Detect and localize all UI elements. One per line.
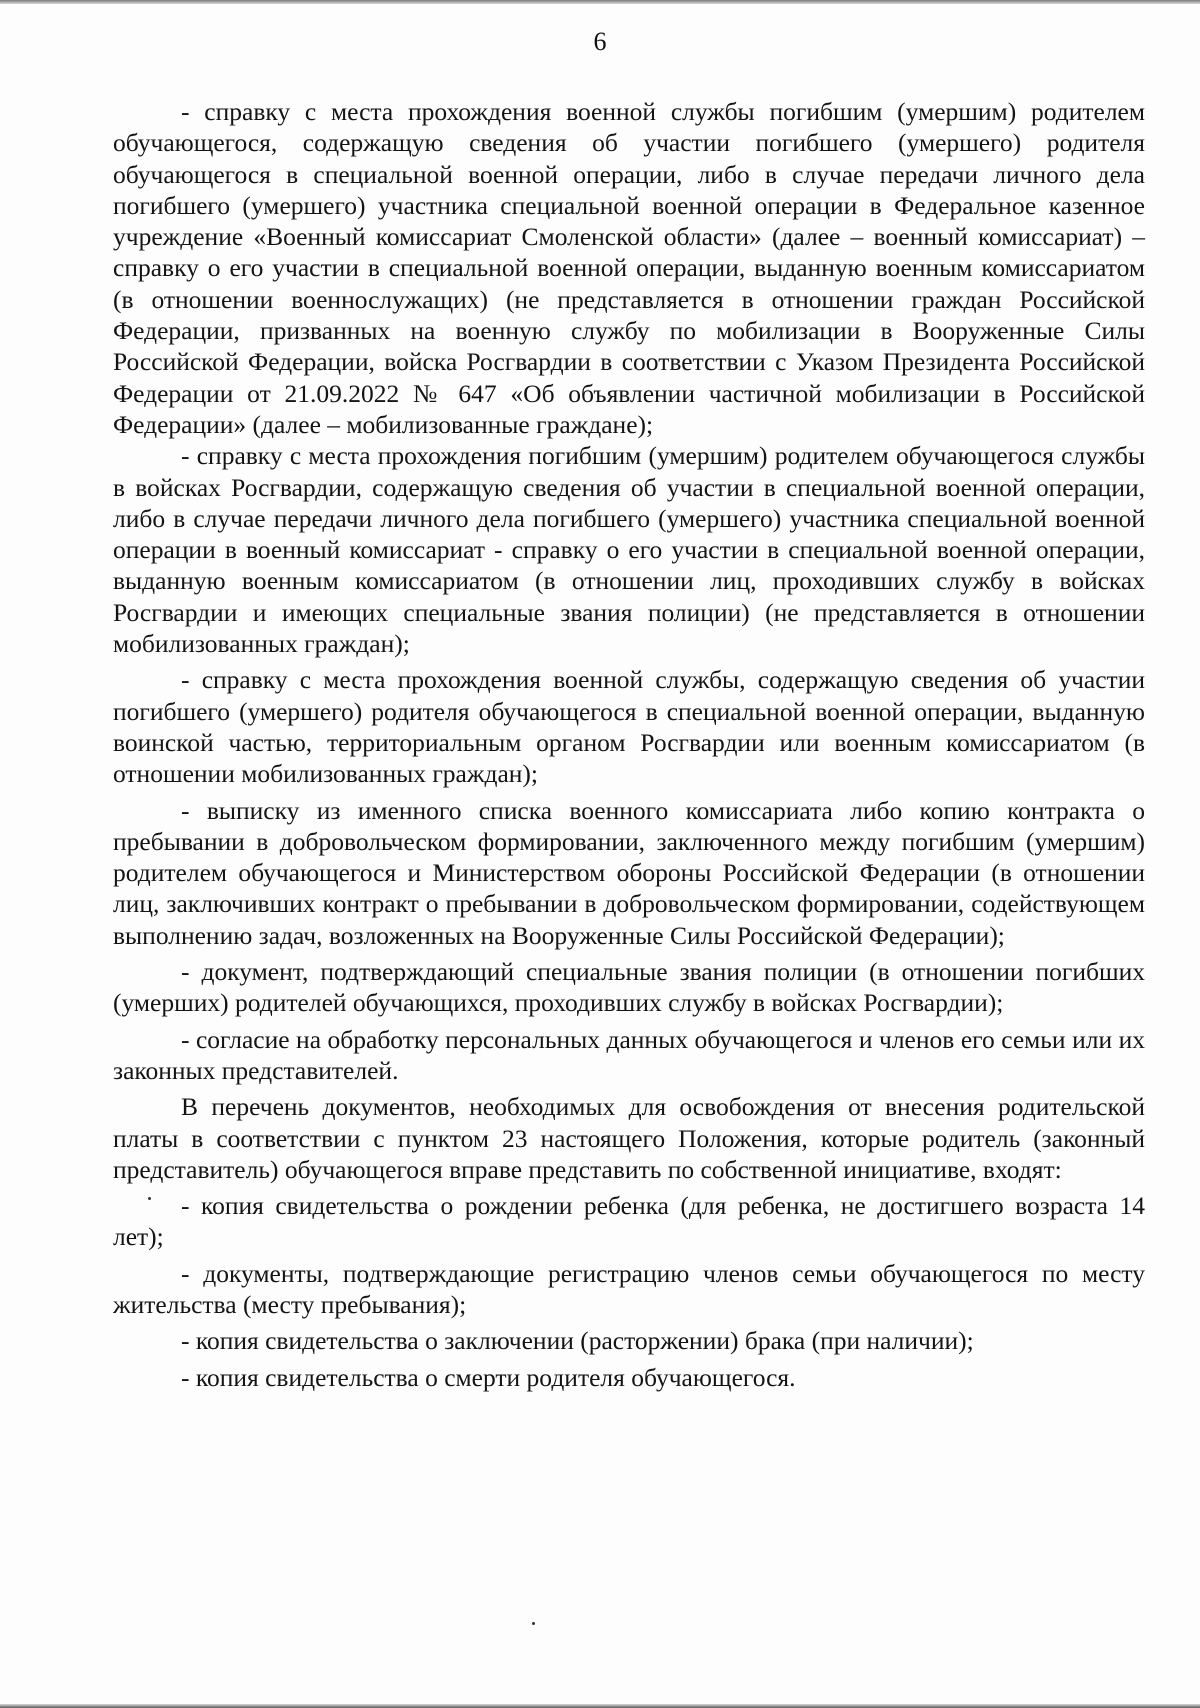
paragraph-certificate-rosgvardia-service: - справку с места прохождения погибшим (умершим) родителем обучающегося службы в войсках Росгвардии, содержащую сведения об участии в специальной военной операции, либо в случае передачи личного дела погибшего (умершего) участника специальной военной операции в военный комиссариат - справку о его участии в специальной военной операции, выданную военным комиссариатом (в отношении лиц, проходивших службу в войсках Росгвардии и имеющих специальные звания полиции) (не представляется в отношении мобилизованных граждан);	[113, 441, 1145, 659]
paragraph-volunteer-contract: - выписку из именного списка военного комиссариата либо копию контракта о пребывании в добровольческом формировании, заключенного между погибшим (умершим) родителем обучающегося и Министерством обороны Российской Федерации (в отношении лиц, заключивших контракт о пребывании в добровольческом формировании, содействующем выполнению задач, возложенных на Вооруженные Силы Российской Федерации);	[113, 795, 1145, 950]
document-body	[113, 96, 1145, 1393]
paragraph-birth-certificate: - копия свидетельства о рождении ребенка (для ребенка, не достигшего возраста 14 лет);	[113, 1191, 1145, 1252]
paragraph-personal-data-consent: - согласие на обработку персональных данных обучающегося и членов его семьи или их законных представителей.	[113, 1024, 1145, 1085]
scan-edge-top	[0, 0, 1200, 4]
paragraph-registration-documents: - документы, подтверждающие регистрацию членов семьи обучающегося по месту жительства (месту пребывания);	[113, 1258, 1145, 1319]
paragraph-certificate-mobilized: - справку с места прохождения военной службы, содержащую сведения об участии погибшего (умершего) родителя обучающегося в специальной военной операции, выданную воинской частью, территориальным органом Росгвардии или военным комиссариатом (в отношении мобилизованных граждан);	[113, 665, 1145, 789]
paragraph-marriage-certificate: - копия свидетельства о заключении (расторжении) брака (при наличии);	[181, 1326, 974, 1356]
paragraph-police-rank-document: - документ, подтверждающий специальные звания полиции (в отношении погибших (умерших) родителей обучающихся, проходивших службу в войсках Росгвардии);	[113, 957, 1145, 1018]
scan-speck	[532, 1622, 535, 1625]
paragraph-certificate-military-service: - справку с места прохождения военной службы погибшим (умершим) родителем обучающегося, содержащую сведения об участии погибшего (умершего) родителя обучающегося в специальной военной операции, либо в случае передачи личного дела погибшего (умершего) участника специальной военной операции в Федеральное казенное учреждение «Военный комиссариат Смоленской области» (далее – военный комиссариат) – справку о его участии в специальной военной операции, выданную военным комиссариатом (в отношении военнослужащих) (не представляется в отношении граждан Российской Федерации, призванных на военную службу по мобилизации в Вооруженные Силы Российской Федерации, войска Росгвардии в соответствии с Указом Президента Российской Федерации от 21.09.2022 № 647 «Об объявлении частичной мобилизации в Российской Федерации» (далее – мобилизованные граждане);	[113, 97, 1145, 439]
paragraph-optional-documents-intro: В перечень документов, необходимых для освобождения от внесения родительской платы в соответствии с пунктом 23 настоящего Положения, которые родитель (законный представитель) обучающегося вправе представить по собственной инициативе, входят:	[113, 1092, 1145, 1184]
paragraph-death-certificate: - копия свидетельства о смерти родителя обучающегося.	[181, 1362, 796, 1392]
scan-edge-bottom	[0, 1704, 1200, 1708]
scan-speck	[148, 1197, 151, 1200]
page-number: 6	[593, 27, 607, 56]
